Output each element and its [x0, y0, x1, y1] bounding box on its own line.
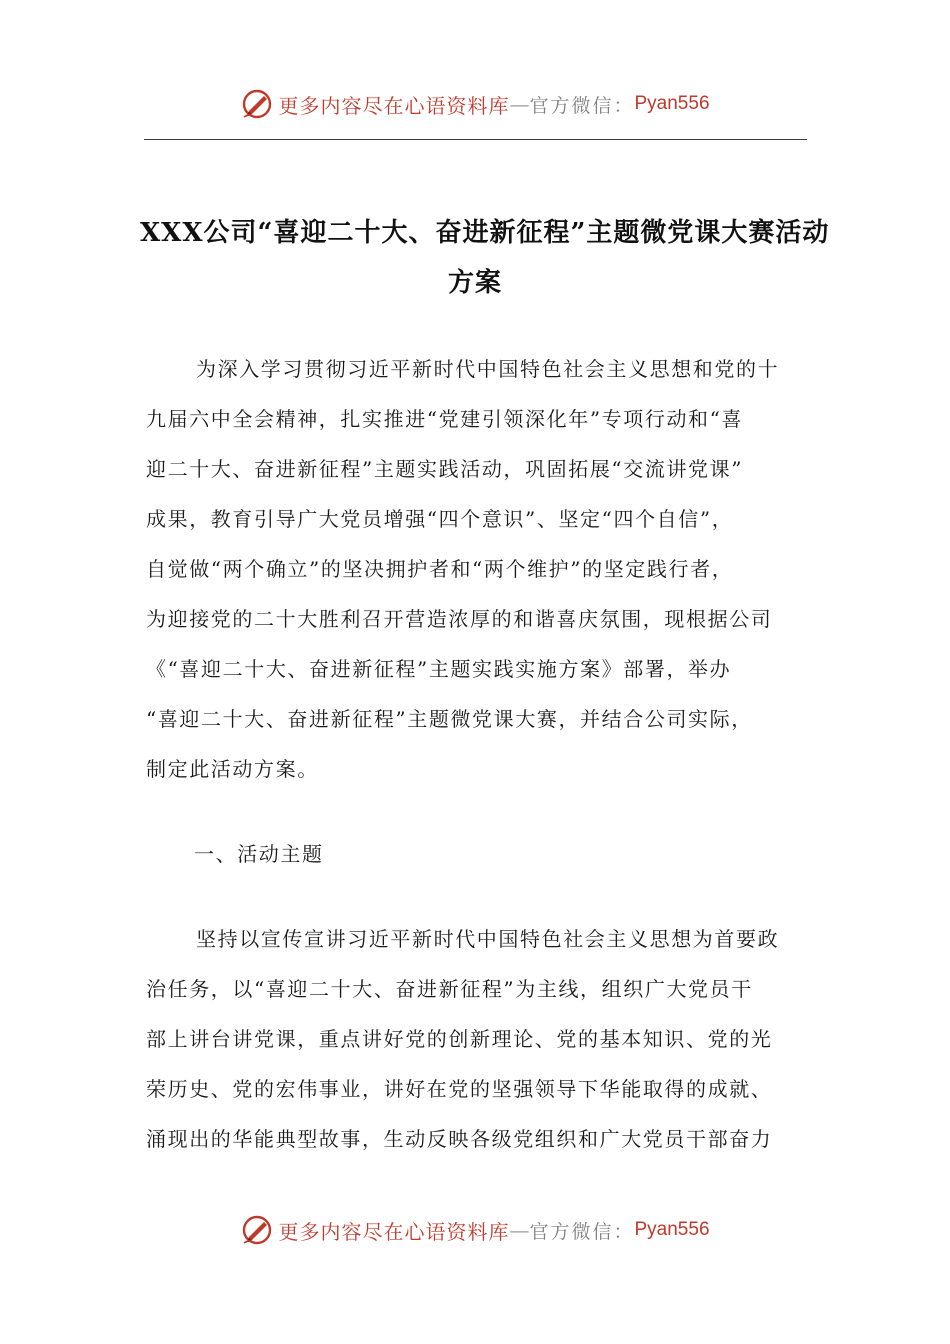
text-line: 自觉做“两个确立”的坚决拥护者和“两个维护”的坚定践行者， [146, 557, 734, 581]
text-line: 部上讲台讲党课，重点讲好党的创新理论、党的基本知识、党的光 [146, 1027, 773, 1051]
section-paragraph [146, 914, 806, 1164]
title-line: XXX公司“喜迎二十大、奋进新征程”主题微党课大赛活动 [140, 218, 830, 248]
text-line: 坚持以宣传宣讲习近平新时代中国特色社会主义思想为首要政 [196, 927, 780, 951]
section-heading: 一、活动主题 [194, 842, 324, 866]
text-line: 成果，教育引导广大党员增强“四个意识”、坚定“四个自信”， [146, 507, 734, 531]
spacer [146, 794, 806, 829]
text-line: 涌现出的华能典型故事，生动反映各级党组织和广大党员干部奋力 [146, 1127, 773, 1151]
banner-wechat-label: 官方微信： [529, 1220, 635, 1243]
header-banner [0, 84, 950, 124]
spacer [146, 879, 806, 914]
intro-paragraph [146, 344, 806, 794]
text-line: 治任务，以“喜迎二十大、奋进新征程”为主线，组织广大党员干 [146, 977, 753, 1001]
text-line: 为迎接党的二十大胜利召开营造浓厚的和谐喜庆氛围，现根据公司 [146, 607, 773, 631]
pen-logo-icon [240, 87, 274, 121]
header-divider [144, 139, 807, 140]
document-body [146, 344, 806, 1164]
text-line: 九届六中全会精神，扎实推进“党建引领深化年”专项行动和“喜 [146, 407, 744, 431]
text-line: 《“喜迎二十大、奋进新征程”主题实践实施方案》部署，举办 [146, 657, 732, 681]
text-line: 迎二十大、奋进新征程”主题实践活动，巩固拓展“交流讲党课” [146, 457, 744, 481]
banner-brand-text: 更多内容尽在心语资料库 [278, 1219, 510, 1244]
text-line: “喜迎二十大、奋进新征程”主题微党课大赛，并结合公司实际， [146, 707, 753, 731]
document-title [140, 208, 830, 308]
text-line: 制定此活动方案。 [146, 757, 319, 781]
banner-wechat-id: Pyan556 [634, 1219, 710, 1240]
title-line: 方案 [447, 268, 502, 298]
banner-wechat-id: Pyan556 [634, 93, 710, 114]
text-line: 荣历史、党的宏伟事业，讲好在党的坚强领导下华能取得的成就、 [146, 1077, 773, 1101]
banner-wechat-label: 官方微信： [529, 94, 635, 117]
text-line: 为深入学习贯彻习近平新时代中国特色社会主义思想和党的十 [196, 357, 780, 381]
pen-logo-icon [240, 1213, 274, 1247]
footer-banner [0, 1210, 950, 1250]
banner-dash: — [509, 1218, 530, 1242]
banner-brand-text: 更多内容尽在心语资料库 [278, 93, 510, 118]
banner-dash: — [509, 92, 530, 116]
